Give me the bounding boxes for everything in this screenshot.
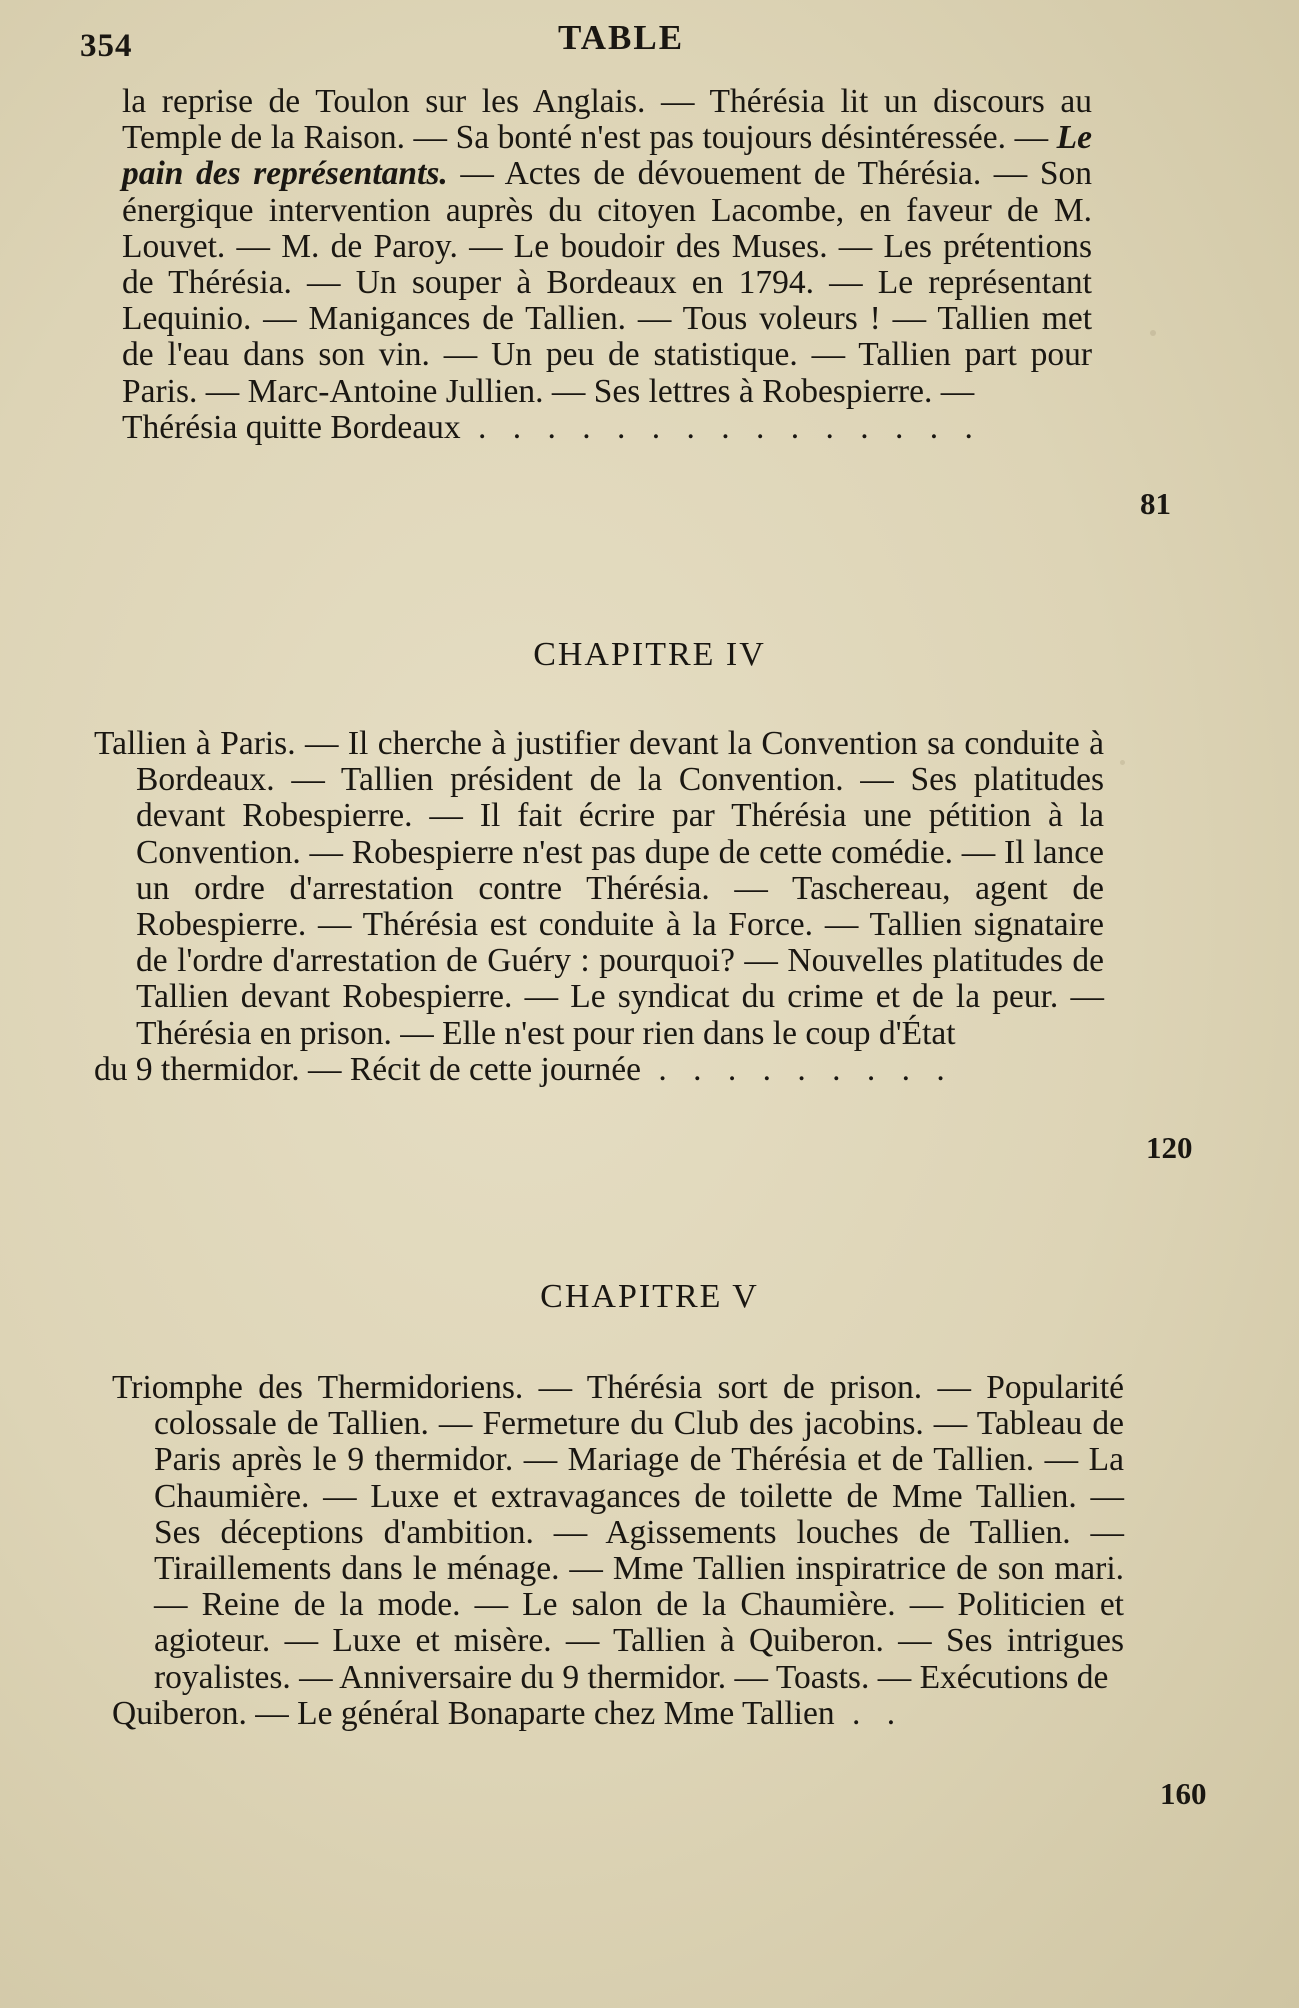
entry-summary	[112, 1370, 1124, 1732]
entry-last-line-text: du 9 thermidor. — Récit de cette journée	[94, 1050, 641, 1088]
running-title: TABLE	[558, 18, 685, 57]
paper-spot	[1120, 760, 1125, 765]
entry-last-line-text: Thérésia quitte Bordeaux	[122, 408, 461, 446]
entry-last-line	[122, 410, 1092, 446]
entry-last-line	[94, 1050, 1104, 1088]
entry-text: Triomphe des Thermidoriens. — Thérésia sort de prison. — Popularité colossale de Tallien. — Fermeture du Club des jacobins. — Tableau de Paris après le 9 thermidor. — Mariage de Thérésia et de Tallien. — La Chaumière. — Luxe et extravagances de toilette de Mme Tallien. — Ses déceptions d'ambition. — Agissements louches de Tallien. — Tiraillements dans le ménage. — Mme Tallien inspiratrice de son mari. — Reine de la mode. — Le salon de la Chaumière. — Politicien et agioteur. — Luxe et misère. — Tallien à Quiberon. — Ses intrigues royalistes. — Anniversaire du 9 thermidor. — Toasts. — Exécutions de	[112, 1369, 1124, 1696]
entry-italic-text: Le pain des représentants.	[122, 119, 1092, 193]
entry-last-line	[112, 1694, 1124, 1732]
entry-summary	[94, 726, 1104, 1088]
dot-leader: . . . . . . . . .	[641, 1050, 954, 1088]
toc-entry	[112, 1370, 1124, 1732]
page-reference: 160	[1160, 1776, 1207, 1811]
toc-entry	[94, 726, 1104, 1088]
page-reference: 120	[1146, 1130, 1193, 1165]
page-number: 354	[80, 28, 133, 64]
dot-leader: . .	[834, 1694, 905, 1732]
entry-text: la reprise de Toulon sur les Anglais. — Thérésia lit un discours au Temple de la Raison. — Sa bonté n'est pas toujours désintéressée. —	[122, 83, 1092, 157]
toc-entry	[122, 84, 1092, 446]
entry-summary	[122, 84, 1092, 446]
entry-text: — Actes de dévouement de Thérésia. — Son énergique intervention auprès du citoyen Lacombe, en faveur de M. Louvet. — M. de Paroy. — Le boudoir des Muses. — Les prétentions de Thérésia. — Un souper à Bordeaux en 1794. — Le représentant Lequinio. — Manigances de Tallien. — Tous voleurs ! — Tallien met de l'eau dans son vin. — Un peu de statistique. — Tallien part pour Paris. — Marc-Antoine Jullien. — Ses lettres à Robespierre. —	[122, 155, 1092, 410]
entry-last-line-text: Quiberon. — Le général Bonaparte chez Mme Tallien	[112, 1694, 835, 1732]
page-reference: 81	[1140, 486, 1171, 521]
chapter-heading: CHAPITRE IV	[533, 636, 766, 673]
paper-spot	[1150, 330, 1156, 336]
entry-text: Tallien à Paris. — Il cherche à justifier devant la Convention sa conduite à Bordeaux. — Tallien président de la Convention. — Ses platitudes devant Robespierre. — Il fait écrire par Thérésia une pétition à la Convention. — Robespierre n'est pas dupe de cette comédie. — Il lance un ordre d'arrestation contre Thérésia. — Taschereau, agent de Robespierre. — Thérésia est conduite à la Force. — Tallien signataire de l'ordre d'arrestation de Guéry : pourquoi? — Nouvelles platitudes de Tallien devant Robespierre. — Le syndicat du crime et de la peur. — Thérésia en prison. — Elle n'est pour rien dans le coup d'État	[94, 725, 1104, 1052]
dot-leader: . . . . . . . . . . . . . . .	[460, 408, 982, 446]
page-header	[80, 18, 1200, 78]
chapter-heading: CHAPITRE V	[540, 1278, 759, 1315]
